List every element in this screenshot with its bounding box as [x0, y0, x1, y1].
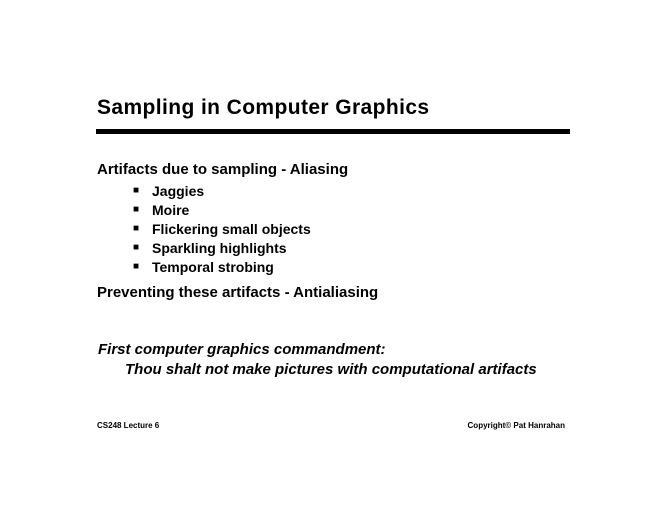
- square-bullet-icon: ■: [133, 242, 140, 253]
- list-item: [133, 219, 311, 238]
- list-item-label: Temporal strobing: [152, 258, 274, 275]
- preventing-heading: Preventing these artifacts - Antialiasing: [97, 284, 379, 301]
- artifact-bullet-list: [133, 181, 311, 276]
- footer-copyright-label: Copyright© Pat Hanrahan: [467, 421, 565, 430]
- square-bullet-icon: ■: [133, 261, 140, 272]
- list-item: [133, 200, 311, 219]
- list-item: [133, 238, 311, 257]
- footer-course-label: CS248 Lecture 6: [97, 421, 160, 430]
- list-item-label: Jaggies: [152, 182, 205, 199]
- list-item-label: Flickering small objects: [152, 220, 311, 237]
- slide-title: Sampling in Computer Graphics: [97, 96, 430, 119]
- title-underline-rule: [96, 129, 570, 134]
- commandment-line1: First computer graphics commandment:: [98, 341, 386, 358]
- square-bullet-icon: ■: [133, 223, 140, 234]
- square-bullet-icon: ■: [133, 204, 140, 215]
- commandment-line2: Thou shalt not make pictures with computational artifacts: [125, 361, 537, 378]
- artifacts-heading: Artifacts due to sampling - Aliasing: [97, 161, 349, 178]
- list-item: [133, 257, 311, 276]
- square-bullet-icon: ■: [133, 185, 140, 196]
- list-item-label: Moire: [152, 201, 190, 218]
- list-item-label: Sparkling highlights: [152, 239, 287, 256]
- list-item: [133, 181, 311, 200]
